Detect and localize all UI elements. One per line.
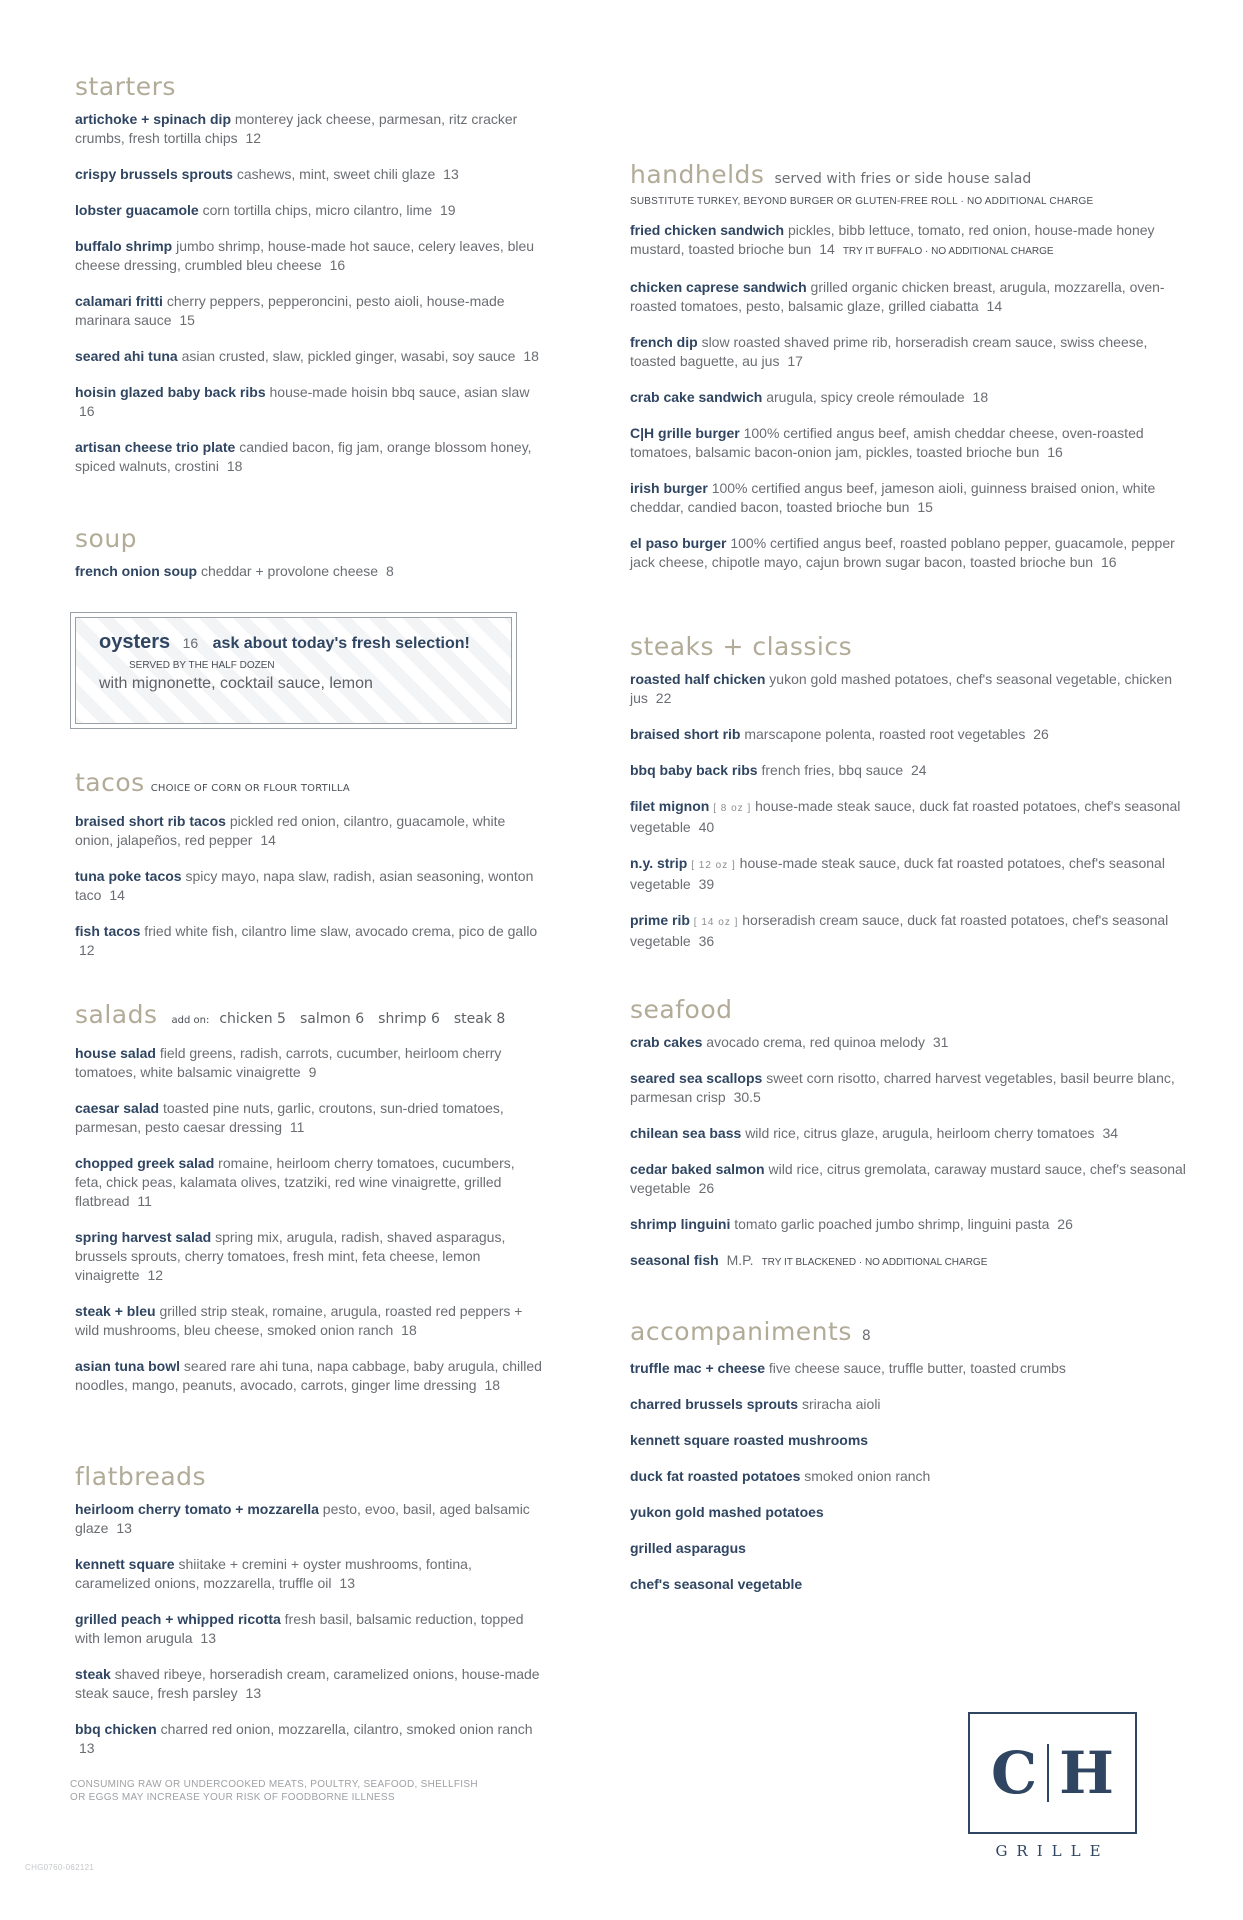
menu-item-name: spring harvest salad (75, 1229, 212, 1245)
flatbreads-list (75, 1500, 545, 1758)
menu-item-name: prime rib (630, 912, 690, 928)
menu-item (630, 388, 1190, 407)
menu-item-name: grilled asparagus (630, 1540, 746, 1556)
menu-item-desc: fried white fish, cilantro lime slaw, avocado crema, pico de gallo (144, 923, 538, 939)
menu-item (630, 278, 1190, 316)
menu-item (630, 1215, 1190, 1234)
menu-item (630, 1467, 1190, 1486)
menu-item (630, 1160, 1190, 1198)
menu-item-desc: asian crusted, slaw, pickled ginger, wasabi, soy sauce (181, 348, 516, 364)
food-safety-disclaimer: CONSUMING RAW OR UNDERCOOKED MEATS, POULTRY, SEAFOOD, SHELLFISH OR EGGS MAY INCREASE YOUR RISK OF FOODBORNE ILLNESS (70, 1779, 478, 1803)
menu-item (630, 479, 1190, 517)
menu-item-name: heirloom cherry tomato + mozzarella (75, 1501, 319, 1517)
menu-item (75, 1720, 545, 1758)
menu-item-desc: field greens, radish, carrots, cucumber, heirloom cherry tomatoes, white balsamic vinaigrette (75, 1045, 502, 1080)
menu-item-name: truffle mac + cheese (630, 1360, 766, 1376)
menu-item-name: crab cake sandwich (630, 389, 763, 405)
menu-item (75, 562, 545, 581)
menu-item-name: seared ahi tuna (75, 348, 178, 364)
menu-item-name: seasonal fish (630, 1252, 719, 1268)
menu-item-tag: TRY IT BUFFALO · NO ADDITIONAL CHARGE (842, 246, 1054, 257)
addon-label: add on: (171, 1015, 210, 1026)
tacos-list (75, 812, 545, 960)
menu-item (630, 1069, 1190, 1107)
menu-item (75, 438, 545, 476)
menu-item (630, 854, 1190, 894)
menu-item-desc: romaine, heirloom cherry tomatoes, cucumbers, feta, chick peas, kalamata olives, tzatziki, red wine vinaigrette, grilled flatbread (75, 1155, 515, 1209)
menu-item-price: 17 (787, 353, 803, 369)
menu-item (75, 1555, 545, 1593)
accompaniments-list (630, 1359, 1190, 1594)
menu-item (630, 1431, 1190, 1450)
menu-item-price: 18 (401, 1322, 417, 1338)
logo-wordmark: GRILLE (995, 1842, 1110, 1860)
menu-item-name: braised short rib tacos (75, 813, 226, 829)
menu-item-name: el paso burger (630, 535, 727, 551)
menu-item-desc: five cheese sauce, truffle butter, toasted crumbs (768, 1360, 1066, 1376)
menu-item-name: house salad (75, 1045, 156, 1061)
menu-item-desc: charred red onion, mozzarella, cilantro, smoked onion ranch (160, 1721, 533, 1737)
menu-item (630, 797, 1190, 837)
menu-item-price: 13 (79, 1740, 95, 1756)
menu-item (630, 424, 1190, 462)
menu-item-name: roasted half chicken (630, 671, 766, 687)
starters-title: starters (75, 72, 176, 101)
menu-item-desc: wild rice, citrus gremolata, caraway mustard sauce, chef's seasonal vegetable (630, 1161, 1186, 1196)
logo-h: H (1059, 1739, 1114, 1807)
menu-item (630, 1251, 1190, 1272)
oysters-price: 16 (182, 635, 199, 651)
menu-item-name: kennett square roasted mushrooms (630, 1432, 869, 1448)
menu-item-price: 13 (339, 1575, 355, 1591)
menu-item-price: M.P. (726, 1252, 754, 1268)
menu-item-desc: marscapone polenta, roasted root vegetables (744, 726, 1026, 742)
menu-item-desc: pesto, evoo, basil, aged balsamic glaze (75, 1501, 530, 1536)
handhelds-section (630, 160, 1190, 589)
menu-item-desc: yukon gold mashed potatoes, chef's seasonal vegetable, chicken jus (630, 671, 1172, 706)
menu-item (630, 1359, 1190, 1378)
menu-item-name: asian tuna bowl (75, 1358, 181, 1374)
menu-item-price: 26 (1057, 1216, 1073, 1232)
menu-item (75, 347, 545, 366)
menu-item (630, 1575, 1190, 1594)
menu-item-name: bbq chicken (75, 1721, 157, 1737)
handhelds-sub: SUBSTITUTE TURKEY, BEYOND BURGER OR GLUTEN-FREE ROLL · NO ADDITIONAL CHARGE (630, 196, 1094, 207)
menu-item-desc: french fries, bbq sauce (761, 762, 904, 778)
menu-item-desc: house-made steak sauce, duck fat roasted potatoes, chef's seasonal vegetable (630, 798, 1181, 835)
tacos-section (75, 768, 545, 977)
menu-item-price: 13 (443, 166, 459, 182)
menu-item-desc: spicy mayo, napa slaw, radish, asian seasoning, wonton taco (75, 868, 534, 903)
menu-item-price: 22 (655, 690, 672, 706)
menu-item-desc: horseradish cream sauce, duck fat roasted potatoes, chef's seasonal vegetable (630, 912, 1169, 949)
menu-item-desc: monterey jack cheese, parmesan, ritz cracker crumbs, fresh tortilla chips (75, 111, 518, 146)
menu-item (75, 1099, 545, 1137)
menu-item-name: n.y. strip (630, 855, 688, 871)
menu-item-name: calamari fritti (75, 293, 163, 309)
salads-list (75, 1044, 545, 1395)
menu-item-name: seared sea scallops (630, 1070, 763, 1086)
menu-item (630, 534, 1190, 572)
menu-item-price: 14 (260, 832, 276, 848)
salads-title-row (75, 1000, 545, 1036)
menu-item-price: 8 (385, 563, 394, 579)
menu-item (75, 1228, 545, 1285)
menu-item-name: shrimp linguini (630, 1216, 731, 1232)
menu-item-name: yukon gold mashed potatoes (630, 1504, 824, 1520)
accompaniments-title: accompaniments (630, 1317, 852, 1346)
menu-item-price: 18 (972, 389, 989, 405)
menu-item-desc: jumbo shrimp, house-made hot sauce, celery leaves, bleu cheese dressing, crumbled bleu cheese (75, 238, 535, 273)
menu-item-desc: seared rare ahi tuna, napa cabbage, baby arugula, chilled noodles, mango, peanuts, avocado, carrots, ginger lime dressing (75, 1358, 542, 1393)
menu-item-price: 15 (179, 312, 195, 328)
menu-item-desc: shaved ribeye, horseradish cream, caramelized onions, house-made steak sauce, fresh parsley (75, 1666, 540, 1701)
menu-item-price: 18 (484, 1377, 501, 1393)
menu-item-desc: avocado crema, red quinoa melody (706, 1034, 925, 1050)
steaks-list (630, 670, 1190, 951)
menu-item-name: chicken caprese sandwich (630, 279, 807, 295)
starters-list (75, 110, 545, 476)
addon-shrimp: shrimp 6 (378, 1011, 440, 1027)
menu-item (630, 1033, 1190, 1052)
menu-item (75, 383, 545, 421)
menu-item-name: fish tacos (75, 923, 141, 939)
soup-title: soup (75, 524, 138, 553)
menu-item-desc: arugula, spicy creole rémoulade (766, 389, 965, 405)
menu-item-price: 30.5 (733, 1089, 761, 1105)
menu-item-size: [ 14 oz ] (693, 917, 739, 928)
menu-item-desc: slow roasted shaved prime rib, horseradish cream sauce, swiss cheese, toasted baguette, au jus (630, 334, 1148, 369)
menu-item-name: grilled peach + whipped ricotta (75, 1611, 281, 1627)
oysters-title: oysters (99, 631, 171, 653)
menu-item-price: 16 (79, 403, 95, 419)
menu-item-desc: toasted pine nuts, garlic, croutons, sun-dried tomatoes, parmesan, pesto caesar dressing (75, 1100, 504, 1135)
menu-item (630, 333, 1190, 371)
menu-item-desc: fresh basil, balsamic reduction, topped with lemon arugula (75, 1611, 524, 1646)
menu-item (75, 1044, 545, 1082)
menu-item-price: 13 (116, 1520, 132, 1536)
menu-item-name: bbq baby back ribs (630, 762, 758, 778)
accompaniments-title-row (630, 1317, 1190, 1351)
menu-item-name: C|H grille burger (630, 425, 740, 441)
salads-section (75, 1000, 545, 1412)
menu-item-name: braised short rib (630, 726, 741, 742)
menu-item-name: tuna poke tacos (75, 868, 182, 884)
menu-item-desc: cherry peppers, pepperoncini, pesto aioli, house-made marinara sauce (75, 293, 505, 328)
menu-item-price: 12 (147, 1267, 164, 1283)
menu-item-price: 39 (698, 876, 715, 892)
menu-item-desc: cheddar + provolone cheese (201, 563, 379, 579)
menu-item-price: 12 (245, 130, 262, 146)
menu-code: CHG0760-062121 (25, 1863, 95, 1872)
menu-item-name: steak (75, 1666, 111, 1682)
menu-item (75, 867, 545, 905)
menu-item-desc: shiitake + cremini + oyster mushrooms, fontina, caramelized onions, mozzarella, truffle oil (75, 1556, 472, 1591)
oysters-box (70, 612, 517, 729)
menu-item (630, 725, 1190, 744)
menu-item-name: steak + bleu (75, 1303, 156, 1319)
salads-title: salads (75, 1000, 158, 1029)
starters-section (75, 72, 545, 493)
tacos-title: tacos (75, 768, 145, 797)
handhelds-note: served with fries or side house salad (774, 171, 1032, 187)
accompaniments-price: 8 (861, 1328, 871, 1344)
addon-salmon: salmon 6 (299, 1011, 365, 1027)
menu-item-name: chef's seasonal vegetable (630, 1576, 803, 1592)
tacos-title-row (75, 768, 545, 804)
menu-item-price: 24 (911, 762, 927, 778)
menu-item (630, 761, 1190, 780)
menu-item (75, 201, 545, 220)
menu-item-name: duck fat roasted potatoes (630, 1468, 801, 1484)
menu-item-name: artisan cheese trio plate (75, 439, 236, 455)
menu-item-price: 12 (79, 942, 95, 958)
menu-item-price: 16 (1100, 554, 1117, 570)
menu-item (75, 812, 545, 850)
menu-item-price: 13 (200, 1630, 216, 1646)
menu-item-tag: TRY IT BLACKENED · NO ADDITIONAL CHARGE (761, 1257, 988, 1268)
menu-item-desc: grilled organic chicken breast, arugula, mozzarella, oven-roasted tomatoes, pesto, balsamic glaze, grilled ciabatta (630, 279, 1165, 314)
menu-item-name: artichoke + spinach dip (75, 111, 231, 127)
menu-item (75, 237, 545, 275)
oysters-with: with mignonette, cocktail sauce, lemon (99, 675, 373, 692)
logo-c: C (991, 1739, 1038, 1807)
menu-item-desc: house-made steak sauce, duck fat roasted potatoes, chef's seasonal vegetable (630, 855, 1165, 892)
menu-item-name: crispy brussels sprouts (75, 166, 233, 182)
menu-item-desc: pickles, bibb lettuce, tomato, red onion, house-made honey mustard, toasted brioche bun (630, 222, 1155, 257)
menu-item (75, 1154, 545, 1211)
menu-item (75, 1302, 545, 1340)
menu-item-desc: tomato garlic poached jumbo shrimp, linguini pasta (734, 1216, 1050, 1232)
soup-section (75, 524, 545, 598)
menu-item (75, 1500, 545, 1538)
menu-item-price: 11 (137, 1193, 152, 1209)
menu-item-price: 34 (1102, 1125, 1119, 1141)
handhelds-title-row (630, 160, 1190, 194)
menu-item-desc: house-made hoisin bbq sauce, asian slaw (269, 384, 530, 400)
menu-item-name: french onion soup (75, 563, 198, 579)
menu-item (630, 1503, 1190, 1522)
menu-item-desc: sriracha aioli (801, 1396, 881, 1412)
menu-item-desc: grilled strip steak, romaine, arugula, roasted red peppers + wild mushrooms, bleu cheese, smoked onion ranch (75, 1303, 523, 1338)
menu-item (75, 1665, 545, 1703)
menu-item (630, 670, 1190, 708)
menu-item-price: 19 (440, 202, 456, 218)
menu-item-price: 14 (986, 298, 1003, 314)
menu-item-size: [ 8 oz ] (713, 803, 752, 814)
menu-item-desc: pickled red onion, cilantro, guacamole, white onion, jalapeños, red pepper (75, 813, 506, 848)
menu-item-price: 18 (226, 458, 243, 474)
flatbreads-section (75, 1462, 545, 1775)
menu-item-name: crab cakes (630, 1034, 703, 1050)
menu-item (75, 1610, 545, 1648)
menu-item-price: 11 (289, 1119, 305, 1135)
menu-item-name: buffalo shrimp (75, 238, 173, 254)
menu-item-desc: 100% certified angus beef, roasted poblano pepper, guacamole, pepper jack cheese, chipotle mayo, cajun brown sugar bacon, toasted brioche bun (630, 535, 1175, 570)
flatbreads-title: flatbreads (75, 1462, 207, 1491)
steaks-title: steaks + classics (630, 632, 853, 661)
menu-item-price: 13 (245, 1685, 262, 1701)
oysters-served: SERVED BY THE HALF DOZEN (129, 660, 275, 671)
menu-item (75, 292, 545, 330)
menu-item-price: 9 (308, 1064, 317, 1080)
menu-item-price: 18 (523, 348, 539, 364)
menu-item (75, 922, 545, 960)
menu-item-name: kennett square (75, 1556, 175, 1572)
addon-chicken: chicken 5 (219, 1011, 286, 1027)
menu-item-price: 14 (819, 241, 835, 257)
seafood-section (630, 995, 1190, 1289)
seafood-title: seafood (630, 995, 733, 1024)
menu-item-size: [ 12 oz ] (691, 860, 736, 871)
menu-item-desc: cashews, mint, sweet chili glaze (236, 166, 436, 182)
menu-item-desc: smoked onion ranch (804, 1468, 931, 1484)
menu-item-name: filet mignon (630, 798, 710, 814)
tacos-note: CHOICE OF CORN OR FLOUR TORTILLA (150, 783, 350, 794)
menu-item (630, 1395, 1190, 1414)
menu-item-name: french dip (630, 334, 698, 350)
menu-item (630, 221, 1190, 261)
menu-item-name: caesar salad (75, 1100, 160, 1116)
menu-item (75, 110, 545, 148)
menu-item-desc: corn tortilla chips, micro cilantro, lime (202, 202, 433, 218)
menu-item-name: fried chicken sandwich (630, 222, 785, 238)
menu-item-desc: 100% certified angus beef, amish cheddar cheese, oven-roasted tomatoes, balsamic bacon-onion jam, pickles, toasted brioche bun (630, 425, 1144, 460)
menu-item-name: hoisin glazed baby back ribs (75, 384, 266, 400)
menu-item-name: irish burger (630, 480, 708, 496)
menu-item (630, 1124, 1190, 1143)
menu-item-price: 26 (1033, 726, 1049, 742)
menu-item (630, 1539, 1190, 1558)
menu-item (630, 911, 1190, 951)
seafood-list (630, 1033, 1190, 1272)
menu-item-name: lobster guacamole (75, 202, 199, 218)
handhelds-title: handhelds (630, 160, 765, 189)
soup-list (75, 562, 545, 581)
menu-item-price: 40 (698, 819, 715, 835)
menu-item-price: 31 (932, 1034, 949, 1050)
menu-item-name: chilean sea bass (630, 1125, 742, 1141)
menu-item-price: 14 (109, 887, 125, 903)
menu-item-price: 16 (1047, 444, 1063, 460)
menu-item-desc: sweet corn risotto, charred harvest vegetables, basil beurre blanc, parmesan crisp (630, 1070, 1175, 1105)
menu-item-price: 26 (698, 1180, 715, 1196)
menu-item-desc: wild rice, citrus glaze, arugula, heirloom cherry tomatoes (745, 1125, 1095, 1141)
addon-steak: steak 8 (453, 1011, 506, 1027)
menu-item-price: 36 (698, 933, 715, 949)
menu-item-name: chopped greek salad (75, 1155, 215, 1171)
accompaniments-section (630, 1317, 1190, 1611)
logo-divider (1047, 1744, 1049, 1802)
handhelds-list (630, 221, 1190, 572)
steaks-section (630, 632, 1190, 968)
menu-item-desc: spring mix, arugula, radish, shaved asparagus, brussels sprouts, cherry tomatoes, fresh mint, feta cheese, lemon vinaigrette (75, 1229, 506, 1283)
menu-item-name: charred brussels sprouts (630, 1396, 799, 1412)
ch-grille-logo (968, 1712, 1137, 1834)
menu-item (75, 1357, 545, 1395)
menu-item-name: cedar baked salmon (630, 1161, 765, 1177)
menu-item-price: 16 (329, 257, 346, 273)
menu-item-desc: 100% certified angus beef, jameson aioli, guinness braised onion, white cheddar, candied bacon, toasted brioche bun (630, 480, 1156, 515)
menu-item (75, 165, 545, 184)
oysters-fresh: ask about today's fresh selection! (212, 635, 470, 652)
menu-item-desc: candied bacon, fig jam, orange blossom honey, spiced walnuts, crostini (75, 439, 532, 474)
menu-item-price: 15 (917, 499, 933, 515)
